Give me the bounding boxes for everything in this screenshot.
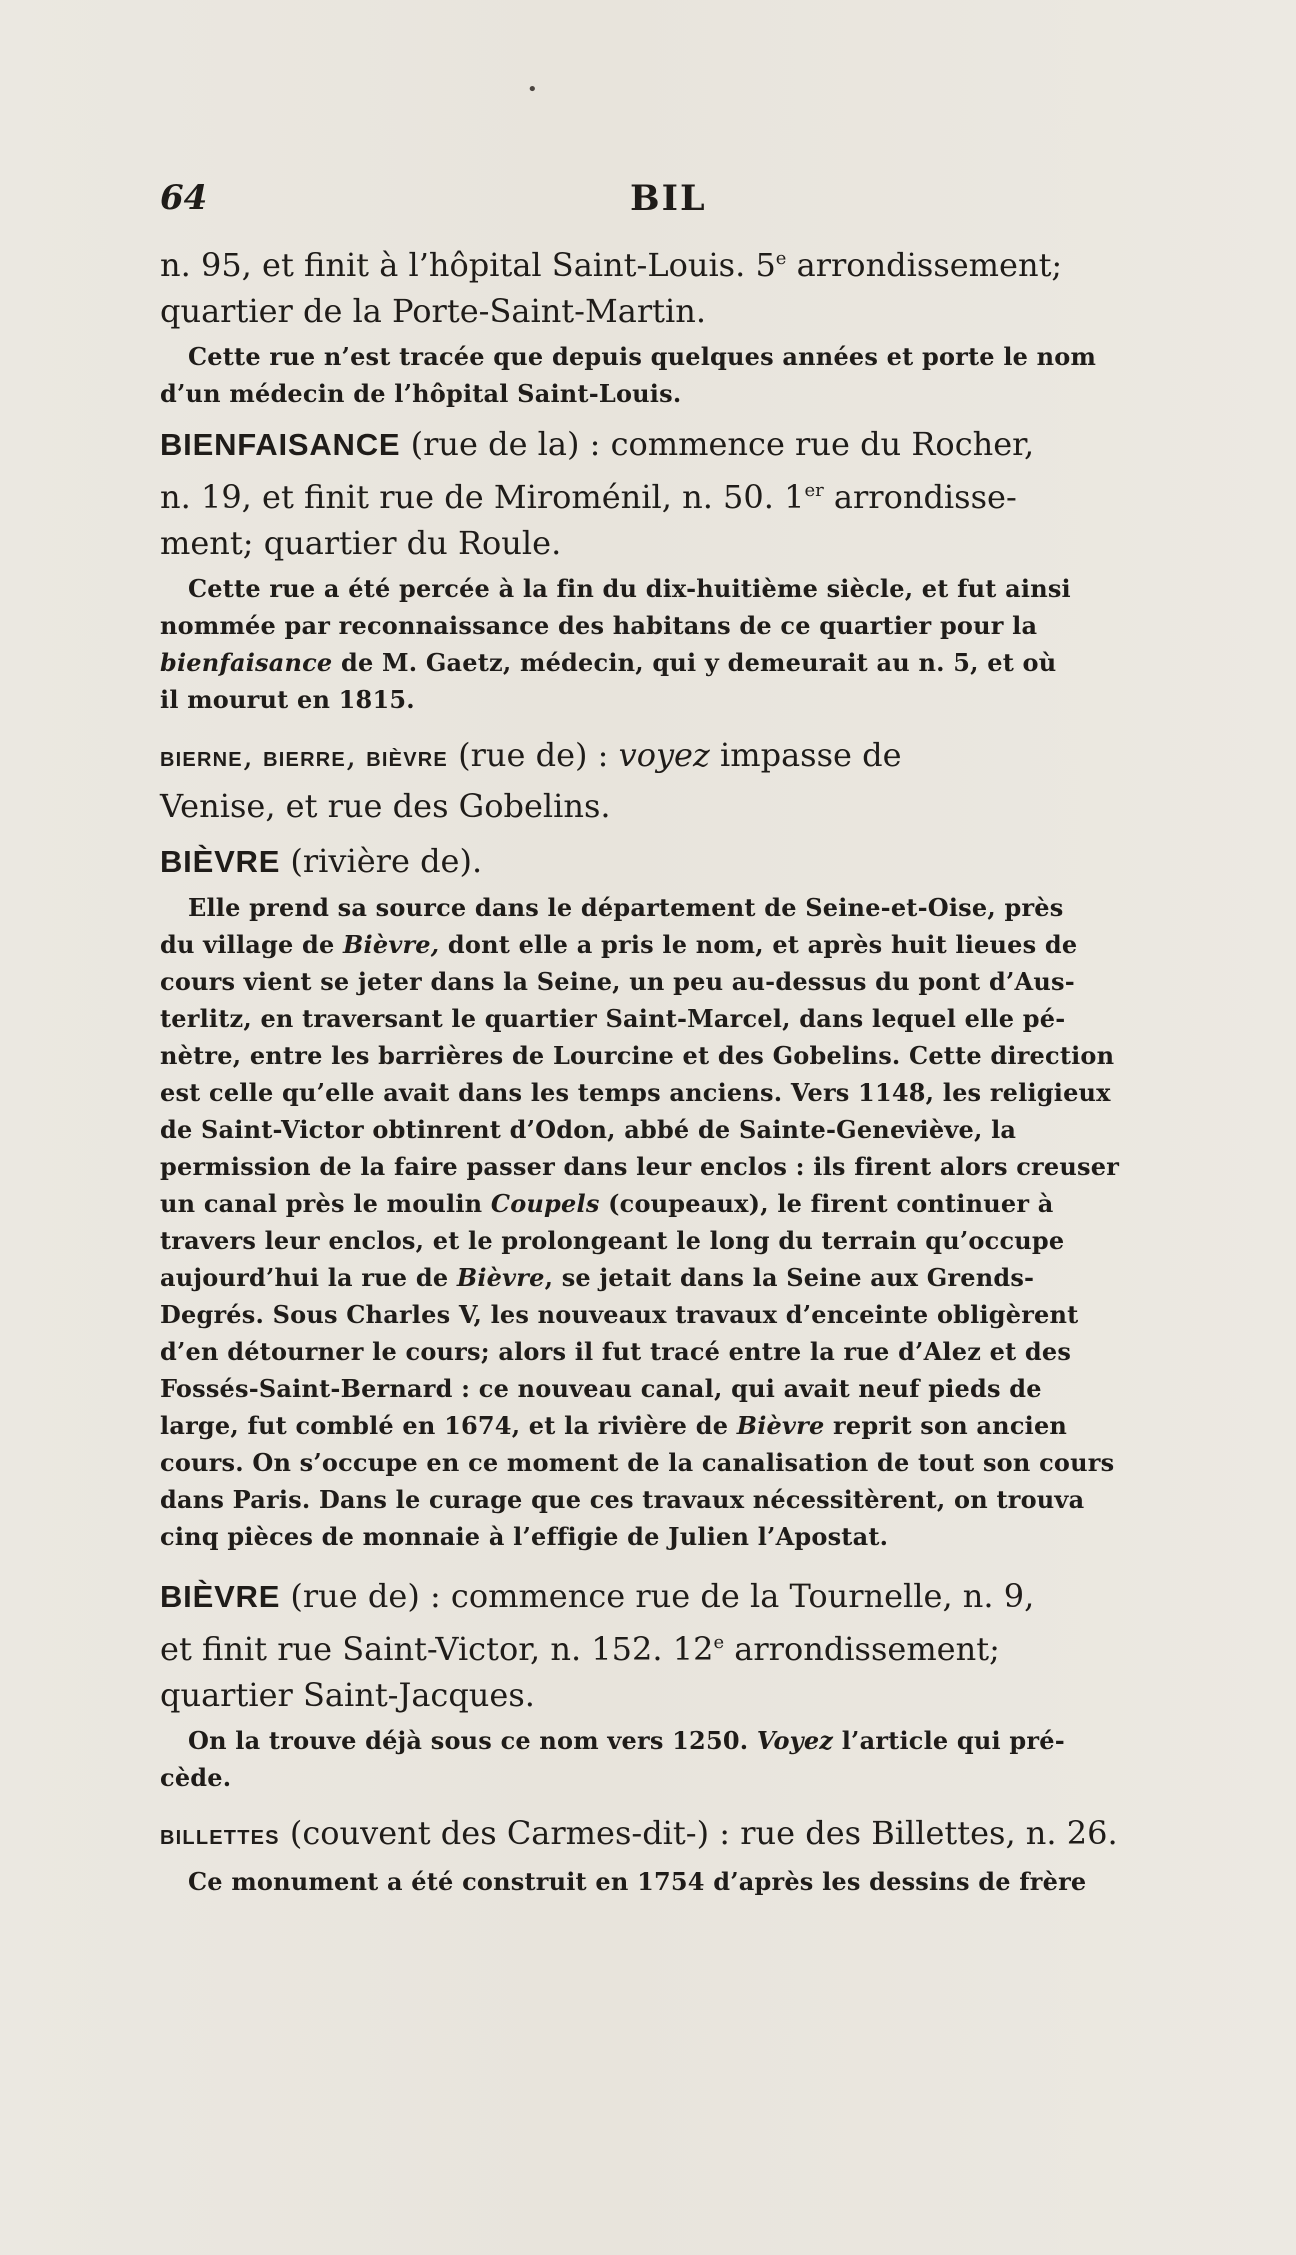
- bievre-river-note-1: Elle prend sa source dans le département de Seine-et-Oise, près: [188, 893, 1064, 922]
- bienfaisance-entry-line-3: ment; quartier du Roule.: [160, 524, 562, 562]
- bievre-river-note-4: terlitz, en traversant le quartier Saint-Marcel, dans lequel elle pé-: [160, 1004, 1066, 1033]
- bievre-street-entry-line-1: BIÈVRE (rue de) : commence rue de la Tournelle, n. 9,: [160, 1577, 1035, 1615]
- entry-note-1a: Cette rue n’est tracée que depuis quelques années et porte le nom: [188, 342, 1097, 371]
- bienfaisance-note-1: Cette rue a été percée à la fin du dix-huitième siècle, et fut ainsi: [188, 574, 1071, 603]
- bievre-river-entry-line: BIÈVRE (rivière de).: [160, 842, 483, 880]
- bievre-river-note-9: un canal près le moulin Coupels (coupeaux), le firent continuer à: [160, 1189, 1054, 1218]
- bievre-variant-headword: BIÈVRE: [366, 749, 448, 771]
- billettes-entry-line: BILLETTES (couvent des Carmes-dit-) : rue des Billettes, n. 26.: [160, 1814, 1118, 1852]
- bienfaisance-entry-line-1: BIENFAISANCE (rue de la) : commence rue du Rocher,: [160, 425, 1035, 463]
- bienfaisance-note-2: nommée par reconnaissance des habitans de ce quartier pour la: [160, 611, 1038, 640]
- bievre-river-note-3: cours vient se jeter dans la Seine, un peu au-dessus du pont d’Aus-: [160, 967, 1075, 996]
- bienfaisance-entry-line-2: n. 19, et finit rue de Miroménil, n. 50. 1er arrondisse-: [160, 478, 1017, 516]
- bievre-street-headword: BIÈVRE: [160, 1579, 281, 1614]
- bievre-river-note-13: d’en détourner le cours; alors il fut tracé entre la rue d’Alez et des: [160, 1337, 1072, 1366]
- bievre-river-note-15: large, fut comblé en 1674, et la rivière de Bièvre reprit son ancien: [160, 1411, 1068, 1440]
- bievre-street-note-1: On la trouve déjà sous ce nom vers 1250. Voyez l’article qui pré-: [188, 1726, 1065, 1755]
- bienfaisance-note-4: il mourut en 1815.: [160, 685, 415, 714]
- bievre-river-note-16: cours. On s’occupe en ce moment de la canalisation de tout son cours: [160, 1448, 1115, 1477]
- entry-note-1b: d’un médecin de l’hôpital Saint-Louis.: [160, 379, 682, 408]
- entry-continuation-line-1: n. 95, et finit à l’hôpital Saint-Louis. 5e arrondissement;: [160, 246, 1063, 284]
- page-content: [160, 236, 1215, 1900]
- bierne-entry-line-2: Venise, et rue des Gobelins.: [160, 787, 611, 825]
- bievre-river-note-2: du village de Bièvre, dont elle a pris le nom, et après huit lieues de: [160, 930, 1078, 959]
- bievre-river-note-5: nètre, entre les barrières de Lourcine et des Gobelins. Cette direction: [160, 1041, 1115, 1070]
- entry-continuation-line-2: quartier de la Porte-Saint-Martin.: [160, 292, 706, 330]
- bievre-river-note-17: dans Paris. Dans le curage que ces travaux nécessitèrent, on trouva: [160, 1485, 1085, 1514]
- bierre-headword: BIERRE: [263, 749, 346, 771]
- billettes-headword: BILLETTES: [160, 1827, 280, 1849]
- bievre-river-note-6: est celle qu’elle avait dans les temps anciens. Vers 1148, les religieux: [160, 1078, 1111, 1107]
- bievre-street-entry-line-2: et finit rue Saint-Victor, n. 152. 12e arrondissement;: [160, 1630, 1000, 1668]
- billettes-note-1: Ce monument a été construit en 1754 d’après les dessins de frère: [188, 1867, 1087, 1896]
- bievre-street-entry-line-3: quartier Saint-Jacques.: [160, 1676, 535, 1714]
- page-number: 64: [160, 178, 208, 218]
- bievre-river-note-8: permission de la faire passer dans leur enclos : ils firent alors creuser: [160, 1152, 1120, 1181]
- bievre-river-note-7: de Saint-Victor obtinrent d’Odon, abbé de Sainte-Geneviève, la: [160, 1115, 1017, 1144]
- bievre-river-note-12: Degrés. Sous Charles V, les nouveaux travaux d’enceinte obligèrent: [160, 1300, 1079, 1329]
- bierne-entry-line-1: BIERNE, BIERRE, BIÈVRE (rue de) : voyez impasse de: [160, 736, 902, 774]
- bienfaisance-note-3: bienfaisance de M. Gaetz, médecin, qui y demeurait au n. 5, et où: [160, 648, 1057, 677]
- running-head: BIL: [630, 178, 707, 219]
- bievre-river-note-14: Fossés-Saint-Bernard : ce nouveau canal, qui avait neuf pieds de: [160, 1374, 1042, 1403]
- bierne-headword: BIERNE: [160, 749, 243, 771]
- page-speck: •: [527, 79, 538, 100]
- page-header: [160, 178, 1215, 228]
- bienfaisance-headword: BIENFAISANCE: [160, 427, 401, 462]
- bievre-street-note-2: cède.: [160, 1763, 232, 1792]
- bievre-river-note-11: aujourd’hui la rue de Bièvre, se jetait dans la Seine aux Grends-: [160, 1263, 1035, 1292]
- bievre-river-headword: BIÈVRE: [160, 844, 281, 879]
- bievre-river-note-18: cinq pièces de monnaie à l’effigie de Julien l’Apostat.: [160, 1522, 889, 1551]
- bievre-river-note-10: travers leur enclos, et le prolongeant le long du terrain qu’occupe: [160, 1226, 1065, 1255]
